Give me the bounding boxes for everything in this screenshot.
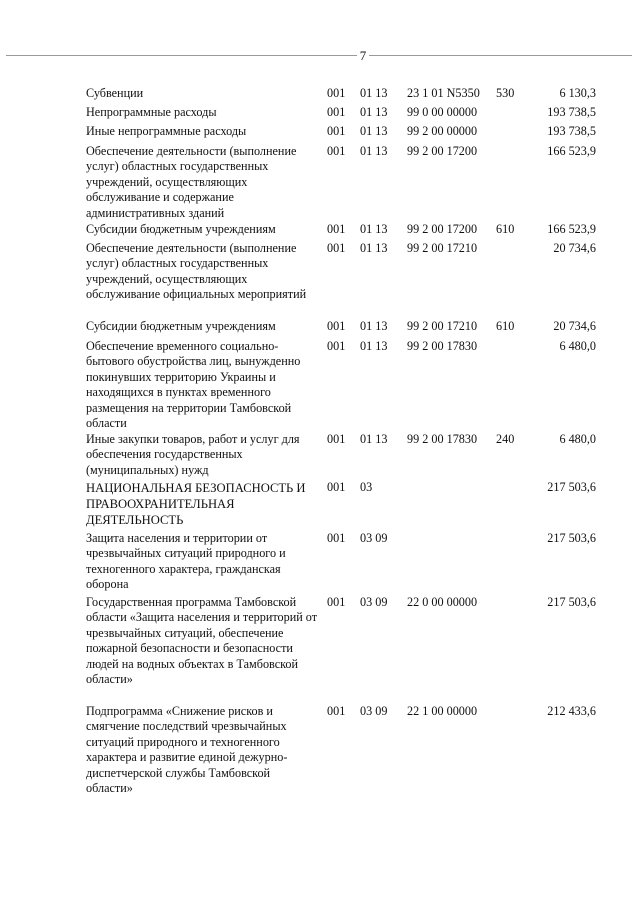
row-ved: 001 <box>327 86 346 100</box>
row-ved: 001 <box>327 144 346 158</box>
row-name: Непрограммные расходы <box>86 105 217 119</box>
row-sum: 20 734,6 <box>553 241 596 255</box>
row-sum: 166 523,9 <box>547 144 596 158</box>
row-name: Обеспечение деятельности (выполнение услуг) областных государственных учреждений, осуществляющих обслуживание официальных мероприятий <box>86 241 307 302</box>
row-csr: 99 2 00 17210 <box>407 319 478 333</box>
page-number-text: 7 <box>357 48 370 63</box>
row-name: Подпрограмма «Снижение рисков и смягчение последствий чрезвычайных ситуаций природного и техногенного характера и развитие единой дежурно-диспетчерской службы Тамбовской области» <box>86 704 288 796</box>
row-sum: 217 503,6 <box>547 531 596 545</box>
row-vr: 610 <box>496 222 515 236</box>
row-csr: 99 2 00 17830 <box>407 339 478 353</box>
row-ved: 001 <box>327 319 346 333</box>
row-ved: 001 <box>327 339 346 353</box>
row-sum: 217 503,6 <box>547 480 596 494</box>
row-name: Иные закупки товаров, работ и услуг для обеспечения государственных (муниципальных) нужд <box>86 432 300 477</box>
row-ved: 001 <box>327 124 346 138</box>
row-rzpr: 03 09 <box>360 595 388 609</box>
row-sum: 166 523,9 <box>547 222 596 236</box>
row-sum: 217 503,6 <box>547 595 596 609</box>
row-ved: 001 <box>327 222 346 236</box>
row-csr: 99 2 00 17200 <box>407 222 478 236</box>
row-ved: 001 <box>327 595 346 609</box>
row-rzpr: 01 13 <box>360 124 388 138</box>
row-sum: 193 738,5 <box>547 105 596 119</box>
row-csr: 22 1 00 00000 <box>407 704 478 718</box>
row-sum: 193 738,5 <box>547 124 596 138</box>
row-name: Обеспечение временного социально-бытового обустройства лиц, вынужденно покинувших территорию Украины и находящихся в пунктах временного размещения на территории Тамбовской области <box>86 339 301 431</box>
row-sum: 6 480,0 <box>559 339 596 353</box>
row-csr: 99 0 00 00000 <box>407 105 478 119</box>
row-csr: 99 2 00 17830 <box>407 432 478 446</box>
row-rzpr: 01 13 <box>360 144 388 158</box>
row-vr: 240 <box>496 432 515 446</box>
row-ved: 001 <box>327 105 346 119</box>
row-name: Защита населения и территории от чрезвычайных ситуаций природного и техногенного характера, гражданская оборона <box>86 531 286 592</box>
row-sum: 6 480,0 <box>559 432 596 446</box>
row-name: Субсидии бюджетным учреждениям <box>86 222 276 236</box>
row-name: Обеспечение деятельности (выполнение услуг) областных государственных учреждений, осуществляющих обслуживание и содержание административных зданий <box>86 144 297 220</box>
row-ved: 001 <box>327 480 346 494</box>
row-name: Субсидии бюджетным учреждениям <box>86 319 276 333</box>
row-name: Государственная программа Тамбовской области «Защита населения и территорий от чрезвычайных ситуаций, обеспечение пожарной безопасности и безопасности людей на водных объектах в Тамбовской области» <box>86 595 318 687</box>
row-rzpr: 01 13 <box>360 432 388 446</box>
row-rzpr: 01 13 <box>360 222 388 236</box>
row-ved: 001 <box>327 241 346 255</box>
row-vr: 530 <box>496 86 515 100</box>
row-ved: 001 <box>327 531 346 545</box>
row-rzpr: 03 09 <box>360 531 388 545</box>
row-rzpr: 03 <box>360 480 373 494</box>
row-name: Иные непрограммные расходы <box>86 124 247 138</box>
row-rzpr: 01 13 <box>360 319 388 333</box>
row-rzpr: 01 13 <box>360 86 388 100</box>
row-ved: 001 <box>327 432 346 446</box>
row-rzpr: 01 13 <box>360 339 388 353</box>
row-rzpr: 01 13 <box>360 105 388 119</box>
row-sum: 212 433,6 <box>547 704 596 718</box>
row-csr: 99 2 00 00000 <box>407 124 478 138</box>
row-rzpr: 03 09 <box>360 704 388 718</box>
row-rzpr: 01 13 <box>360 241 388 255</box>
row-csr: 99 2 00 17200 <box>407 144 478 158</box>
row-name: НАЦИОНАЛЬНАЯ БЕЗОПАСНОСТЬ И ПРАВООХРАНИТЕЛЬНАЯ ДЕЯТЕЛЬНОСТЬ <box>86 481 306 527</box>
row-name: Субвенции <box>86 86 144 100</box>
row-csr: 23 1 01 N5350 <box>407 86 480 100</box>
row-sum: 20 734,6 <box>553 319 596 333</box>
row-csr: 22 0 00 00000 <box>407 595 478 609</box>
row-vr: 610 <box>496 319 515 333</box>
row-csr: 99 2 00 17210 <box>407 241 478 255</box>
row-sum: 6 130,3 <box>559 86 596 100</box>
row-ved: 001 <box>327 704 346 718</box>
